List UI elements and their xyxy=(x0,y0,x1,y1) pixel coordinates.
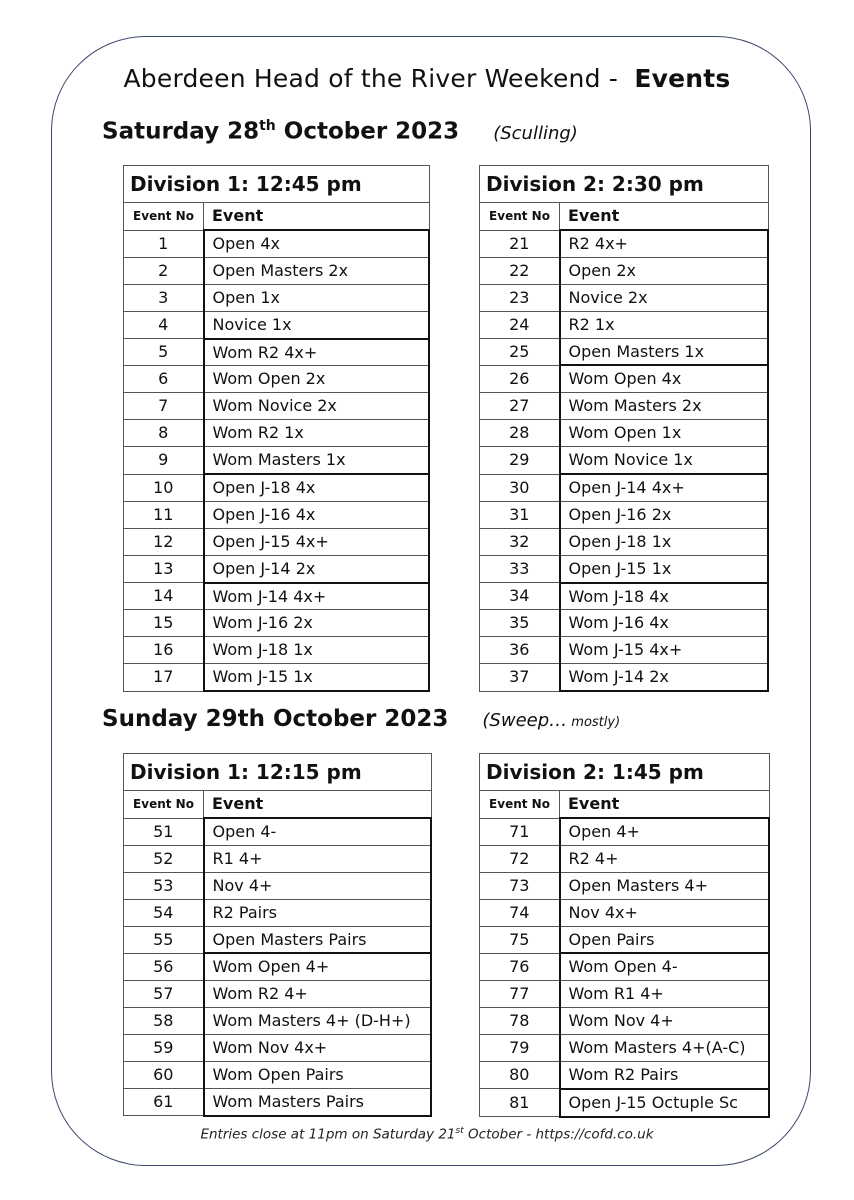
event-number: 4 xyxy=(124,311,204,338)
event-number: 51 xyxy=(124,818,204,845)
event-name: Open J-15 Octuple Sc xyxy=(560,1089,770,1117)
event-row xyxy=(480,1035,770,1062)
event-name: Wom J-16 4x xyxy=(560,610,769,637)
event-number: 78 xyxy=(480,1008,560,1035)
event-name: Wom Open 4x xyxy=(560,365,769,392)
event-name: Novice 1x xyxy=(204,311,430,338)
event-number: 32 xyxy=(480,528,560,555)
event-row xyxy=(124,610,430,637)
event-name: Novice 2x xyxy=(560,284,769,311)
event-number: 25 xyxy=(480,338,560,365)
event-name: Open J-14 2x xyxy=(204,555,430,582)
event-name: Wom Masters 2x xyxy=(560,393,769,420)
event-name: Wom Open 1x xyxy=(560,420,769,447)
event-name: Wom Open 4- xyxy=(560,953,770,980)
event-row xyxy=(124,555,430,582)
event-number: 8 xyxy=(124,420,204,447)
event-name: Wom R2 4x+ xyxy=(204,339,430,366)
event-row xyxy=(124,420,430,447)
event-name: Wom J-16 2x xyxy=(204,610,430,637)
event-name: Wom R1 4+ xyxy=(560,981,770,1008)
event-name: Wom J-15 4x+ xyxy=(560,637,769,664)
event-name: Wom Nov 4+ xyxy=(560,1008,770,1035)
event-row xyxy=(480,555,769,582)
event-number: 5 xyxy=(124,339,204,366)
event-number: 2 xyxy=(124,257,204,284)
event-number: 3 xyxy=(124,284,204,311)
footer-sup: st xyxy=(455,1126,464,1136)
saturday-heading xyxy=(102,118,578,145)
footer-text: Entries close at 11pm on Saturday 21 xyxy=(200,1126,456,1143)
event-number: 55 xyxy=(124,926,204,953)
event-name: Open Pairs xyxy=(560,926,770,953)
event-name: Wom J-18 4x xyxy=(560,583,769,610)
event-number: 11 xyxy=(124,501,204,528)
event-number: 22 xyxy=(480,257,560,284)
event-row xyxy=(480,953,770,980)
event-name: R2 1x xyxy=(560,311,769,338)
event-name: Wom Novice 1x xyxy=(560,447,769,474)
event-name: Wom Open Pairs xyxy=(204,1062,432,1089)
event-name: Wom R2 4+ xyxy=(204,981,432,1008)
event-row xyxy=(480,610,769,637)
event-name: Wom R2 Pairs xyxy=(560,1062,770,1089)
event-number: 28 xyxy=(480,420,560,447)
division-title: Division 1: 12:15 pm xyxy=(124,754,432,791)
event-name: Open 4+ xyxy=(560,818,770,845)
event-row xyxy=(480,420,769,447)
division-title: Division 2: 1:45 pm xyxy=(480,754,770,791)
event-name: Open J-16 4x xyxy=(204,501,430,528)
event-name: R2 4x+ xyxy=(560,230,769,257)
event-number: 80 xyxy=(480,1062,560,1089)
event-number: 24 xyxy=(480,311,560,338)
event-number: 60 xyxy=(124,1062,204,1089)
event-number: 27 xyxy=(480,393,560,420)
event-number: 1 xyxy=(124,230,204,257)
sunday-division-1-table xyxy=(123,753,432,1117)
event-no-header: Event No xyxy=(124,791,204,819)
event-row xyxy=(480,447,769,474)
event-name: Wom J-18 1x xyxy=(204,637,430,664)
event-name: Open 4- xyxy=(204,818,432,845)
event-name: Nov 4x+ xyxy=(560,899,770,926)
event-number: 59 xyxy=(124,1035,204,1062)
event-number: 7 xyxy=(124,393,204,420)
event-number: 52 xyxy=(124,845,204,872)
sunday-note xyxy=(482,710,620,731)
event-number: 14 xyxy=(124,583,204,610)
event-number: 30 xyxy=(480,474,560,501)
event-no-header: Event No xyxy=(124,203,204,231)
saturday-heading-text: Saturday 28 xyxy=(102,118,260,145)
event-row xyxy=(124,528,430,555)
event-number: 77 xyxy=(480,981,560,1008)
event-number: 35 xyxy=(480,610,560,637)
event-row xyxy=(480,365,769,392)
event-row xyxy=(124,583,430,610)
event-row xyxy=(480,474,769,501)
event-row xyxy=(124,818,432,845)
event-number: 73 xyxy=(480,872,560,899)
saturday-note: (Sculling) xyxy=(493,122,578,144)
event-row xyxy=(480,1062,770,1089)
title-text: Aberdeen Head of the River Weekend - xyxy=(123,64,619,93)
title-bold: Events xyxy=(634,64,731,93)
event-number: 57 xyxy=(124,981,204,1008)
event-name: Open Masters 2x xyxy=(204,257,430,284)
event-no-header: Event No xyxy=(480,203,560,231)
event-row xyxy=(480,501,769,528)
event-name: Wom Masters 4+(A-C) xyxy=(560,1035,770,1062)
event-row xyxy=(480,393,769,420)
event-name: Wom Masters 4+ (D-H+) xyxy=(204,1008,432,1035)
event-name: Open Masters Pairs xyxy=(204,926,432,953)
event-number: 12 xyxy=(124,528,204,555)
event-number: 74 xyxy=(480,899,560,926)
event-number: 29 xyxy=(480,447,560,474)
event-row xyxy=(124,953,432,980)
event-row xyxy=(480,872,770,899)
event-row xyxy=(480,899,770,926)
event-number: 81 xyxy=(480,1089,560,1117)
event-row xyxy=(124,447,430,474)
event-name: Open Masters 4+ xyxy=(560,872,770,899)
event-name: Wom Novice 2x xyxy=(204,393,430,420)
event-name: Open J-15 1x xyxy=(560,555,769,582)
saturday-division-1-table xyxy=(123,165,430,692)
event-row xyxy=(480,311,769,338)
event-row xyxy=(480,583,769,610)
event-number: 6 xyxy=(124,366,204,393)
event-number: 15 xyxy=(124,610,204,637)
event-row xyxy=(124,393,430,420)
event-number: 31 xyxy=(480,501,560,528)
event-name: Nov 4+ xyxy=(204,872,432,899)
event-name: Open J-18 4x xyxy=(204,474,430,501)
event-number: 75 xyxy=(480,926,560,953)
event-name: Wom J-14 2x xyxy=(560,664,769,691)
event-number: 71 xyxy=(480,818,560,845)
event-name: Open J-18 1x xyxy=(560,528,769,555)
event-number: 23 xyxy=(480,284,560,311)
page-title xyxy=(0,64,854,93)
event-name: R1 4+ xyxy=(204,845,432,872)
event-row xyxy=(480,981,770,1008)
event-row xyxy=(480,845,770,872)
event-no-header: Event No xyxy=(480,791,560,819)
event-number: 16 xyxy=(124,637,204,664)
event-row xyxy=(480,818,770,845)
saturday-division-2-table xyxy=(479,165,769,692)
event-row xyxy=(124,1035,432,1062)
event-number: 76 xyxy=(480,953,560,980)
event-row xyxy=(124,926,432,953)
event-row xyxy=(124,1088,432,1115)
event-row xyxy=(124,1008,432,1035)
event-row xyxy=(124,845,432,872)
event-name: Open J-16 2x xyxy=(560,501,769,528)
event-number: 26 xyxy=(480,365,560,392)
event-name: Wom Nov 4x+ xyxy=(204,1035,432,1062)
saturday-heading-rest: October 2023 xyxy=(275,118,460,145)
event-row xyxy=(124,230,430,257)
event-row xyxy=(124,637,430,664)
event-number: 53 xyxy=(124,872,204,899)
event-name: Wom R2 1x xyxy=(204,420,430,447)
footer-note xyxy=(0,1126,854,1143)
event-number: 33 xyxy=(480,555,560,582)
event-row xyxy=(124,981,432,1008)
footer-text-rest: October - https://cofd.co.uk xyxy=(463,1126,654,1143)
event-row xyxy=(480,1089,770,1117)
event-name: Wom J-15 1x xyxy=(204,664,430,691)
event-row xyxy=(124,664,430,691)
event-name: Wom Open 4+ xyxy=(204,953,432,980)
event-row xyxy=(480,257,769,284)
event-number: 58 xyxy=(124,1008,204,1035)
event-header: Event xyxy=(560,203,769,231)
event-name: Open J-14 4x+ xyxy=(560,474,769,501)
event-name: R2 4+ xyxy=(560,845,770,872)
event-name: Open 2x xyxy=(560,257,769,284)
event-row xyxy=(124,339,430,366)
event-row xyxy=(124,474,430,501)
event-row xyxy=(480,926,770,953)
event-row xyxy=(124,257,430,284)
sunday-division-2-table xyxy=(479,753,770,1118)
event-row xyxy=(124,899,432,926)
event-row xyxy=(480,637,769,664)
event-number: 21 xyxy=(480,230,560,257)
event-name: Wom Masters Pairs xyxy=(204,1088,432,1115)
event-number: 56 xyxy=(124,953,204,980)
event-row xyxy=(480,1008,770,1035)
event-name: R2 Pairs xyxy=(204,899,432,926)
event-number: 54 xyxy=(124,899,204,926)
event-number: 9 xyxy=(124,447,204,474)
event-number: 72 xyxy=(480,845,560,872)
event-name: Wom Masters 1x xyxy=(204,447,430,474)
event-number: 36 xyxy=(480,637,560,664)
event-number: 79 xyxy=(480,1035,560,1062)
event-header: Event xyxy=(560,791,770,819)
event-header: Event xyxy=(204,203,430,231)
sunday-note-text: (Sweep… xyxy=(482,710,568,731)
event-row xyxy=(124,872,432,899)
event-number: 17 xyxy=(124,664,204,691)
event-number: 61 xyxy=(124,1088,204,1115)
event-row xyxy=(480,284,769,311)
event-row xyxy=(124,311,430,338)
event-number: 34 xyxy=(480,583,560,610)
event-name: Wom Open 2x xyxy=(204,366,430,393)
division-title: Division 1: 12:45 pm xyxy=(124,166,430,203)
event-name: Wom J-14 4x+ xyxy=(204,583,430,610)
event-row xyxy=(124,1062,432,1089)
event-row xyxy=(124,284,430,311)
event-row xyxy=(480,664,769,691)
event-name: Open 4x xyxy=(204,230,430,257)
sunday-heading-text: Sunday 29th October 2023 xyxy=(102,706,449,732)
event-name: Open Masters 1x xyxy=(560,338,769,365)
sunday-note-small: mostly) xyxy=(567,715,621,730)
event-row xyxy=(480,528,769,555)
event-header: Event xyxy=(204,791,432,819)
event-row xyxy=(480,338,769,365)
event-row xyxy=(124,366,430,393)
sunday-heading xyxy=(102,706,620,732)
event-number: 37 xyxy=(480,664,560,691)
event-name: Open J-15 4x+ xyxy=(204,528,430,555)
event-row xyxy=(480,230,769,257)
division-title: Division 2: 2:30 pm xyxy=(480,166,769,203)
event-name: Open 1x xyxy=(204,284,430,311)
event-row xyxy=(124,501,430,528)
event-number: 10 xyxy=(124,474,204,501)
saturday-heading-sup: th xyxy=(259,118,276,134)
event-number: 13 xyxy=(124,555,204,582)
